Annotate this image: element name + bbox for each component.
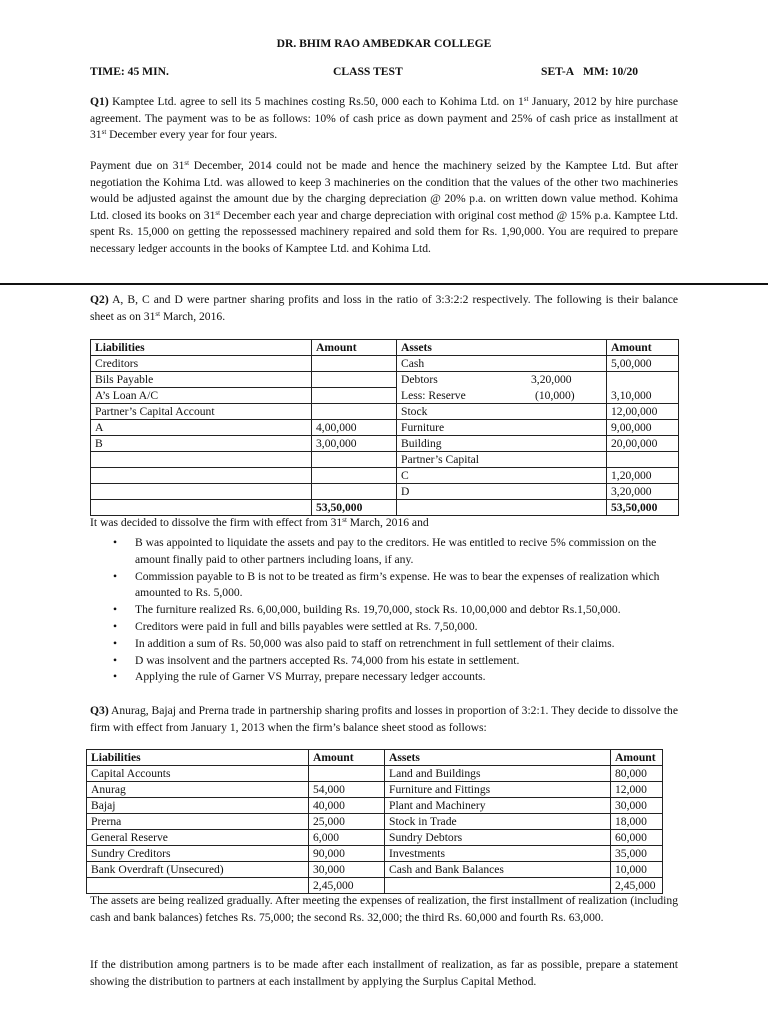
q1-label: Q1) <box>90 95 109 108</box>
table-row: Partner’s Capital <box>91 452 679 468</box>
table-row: Creditors Cash 5,00,000 <box>91 356 679 372</box>
q3-label: Q3) <box>90 704 109 717</box>
table-row: D 3,20,000 <box>91 484 679 500</box>
list-item: • B was appointed to liquidate the assets and pay to the creditors. He was entitled to recive 5% commission on the amount finally paid to other partners including loans, if any. <box>113 536 657 566</box>
q3-para1: The assets are being realized gradually. After meeting the expenses of realization, the first installment of realization (including cash and bank balances) fetches Rs. 75,000; the second Rs. 32,000; the third Rs. 60,000 and fourth Rs. 63,000. <box>90 894 678 924</box>
q3-balance-sheet <box>86 749 663 894</box>
bullet-icon: • <box>113 670 118 684</box>
table-row: Anurag 54,000 Furniture and Fittings 12,000 <box>87 782 663 798</box>
table-row: Bank Overdraft (Unsecured) 30,000 Cash and Bank Balances 10,000 <box>87 862 663 878</box>
table-row: General Reserve 6,000 Sundry Debtors 60,000 <box>87 830 663 846</box>
bullet-icon: • <box>113 536 118 549</box>
q2-label: Q2) <box>90 293 109 306</box>
table-row: B 3,00,000 Building 20,00,000 <box>91 436 679 452</box>
table-row: Bils Payable Debtors 3,20,000 <box>91 372 679 388</box>
table-row: A 4,00,000 Furniture 9,00,000 <box>91 420 679 436</box>
q2-conditions-list <box>113 535 678 686</box>
list-item: • Applying the rule of Garner VS Murray, prepare necessary ledger accounts. <box>135 669 678 686</box>
q2-intro: Q2) A, B, C and D were partner sharing profits and loss in the ratio of 3:3:2:2 respectively. The following is their balance sheet as on 31st March, 2016. <box>90 293 678 323</box>
list-item: • Commission payable to B is not to be treated as firm’s expense. He was to bear the expenses of realization which amounted to Rs. 5,000. <box>113 569 660 600</box>
college-title: DR. BHIM RAO AMBEDKAR COLLEGE <box>276 37 492 50</box>
table-row: C 1,20,000 <box>91 468 679 484</box>
set-label: SET-A <box>541 65 575 78</box>
q2-dissolve-text: It was decided to dissolve the firm with effect from 31st March, 2016 and <box>90 516 429 529</box>
q3-intro: Q3) Anurag, Bajaj and Prerna trade in partnership sharing profits and losses in proportion of 3:2:1. They decide to dissolve the firm with effect from January 1, 2013 when the firm’s balance sheet stood as follows: <box>90 704 678 734</box>
table-row: Prerna 25,000 Stock in Trade 18,000 <box>87 814 663 830</box>
q1-para2: Payment due on 31st December, 2014 could not be made and hence the machinery seized by the Kamptee Ltd. But after negotiation the Kohima Ltd. was allowed to keep 3 machineries on the condition that the values of the other two machineries would be adjusted against the amount due by the charging depreciation @ 20% p.a. on written down value method. Kohima Ltd. closed its books on 31st December each year and charge depreciation with original cost method @ 15% p.a. Kamptee Ltd. spent Rs. 15,000 on getting the repossessed machinery repaired and sold them for Rs. 1,90,000. You are required to prepare necessary ledger accounts in the books of Kamptee Ltd. and Kohima Ltd. <box>90 159 678 255</box>
bullet-icon: • <box>113 619 118 633</box>
table-row: Capital Accounts Land and Buildings 80,000 <box>87 766 663 782</box>
table-total-row: 2,45,000 2,45,000 <box>87 878 663 894</box>
list-item: • In addition a sum of Rs. 50,000 was also paid to staff on retrenchment in full settlement of their claims. <box>135 636 678 653</box>
table-row: Bajaj 40,000 Plant and Machinery 30,000 <box>87 798 663 814</box>
table-row: A’s Loan A/C Less: Reserve (10,000) 3,10,000 <box>91 388 679 404</box>
table-row: Sundry Creditors 90,000 Investments 35,000 <box>87 846 663 862</box>
table-header-row: Liabilities Amount Assets Amount <box>91 340 679 356</box>
bullet-icon: • <box>113 569 118 583</box>
table-header-row: Liabilities Amount Assets Amount <box>87 750 663 766</box>
section-divider <box>0 283 768 285</box>
bullet-icon: • <box>113 636 118 650</box>
q3-table-body <box>87 766 663 894</box>
list-item: • The furniture realized Rs. 6,00,000, building Rs. 19,70,000, stock Rs. 10,00,000 and debtor Rs.1,50,000. <box>135 602 678 619</box>
q3-para2: If the distribution among partners is to be made after each installment of realization, as far as possible, prepare a statement showing the distribution to partners at each installment by applying the Surplus Capital Method. <box>90 958 678 988</box>
bullet-icon: • <box>113 603 118 617</box>
list-item: • D was insolvent and the partners accepted Rs. 74,000 from his estate in settlement. <box>135 653 678 670</box>
q2-balance-sheet <box>90 339 679 516</box>
max-marks: MM: 10/20 <box>583 65 639 78</box>
table-total-row: 53,50,000 53,50,000 <box>91 500 679 516</box>
time-label: TIME: 45 MIN. <box>90 65 169 78</box>
bullet-icon: • <box>113 653 118 667</box>
table-row: Partner’s Capital Account Stock 12,00,000 <box>91 404 679 420</box>
list-item: • Creditors were paid in full and bills payables were settled at Rs. 7,50,000. <box>135 619 678 636</box>
q1-para1: Q1) Kamptee Ltd. agree to sell its 5 machines costing Rs.50, 000 each to Kohima Ltd. on 1st January, 2012 by hire purchase agreement. The payment was to be as follows: 10% of cash price as down payment and 25% of cash price as installment at 31st December every year for four years. <box>90 95 678 142</box>
test-type: CLASS TEST <box>333 65 403 78</box>
